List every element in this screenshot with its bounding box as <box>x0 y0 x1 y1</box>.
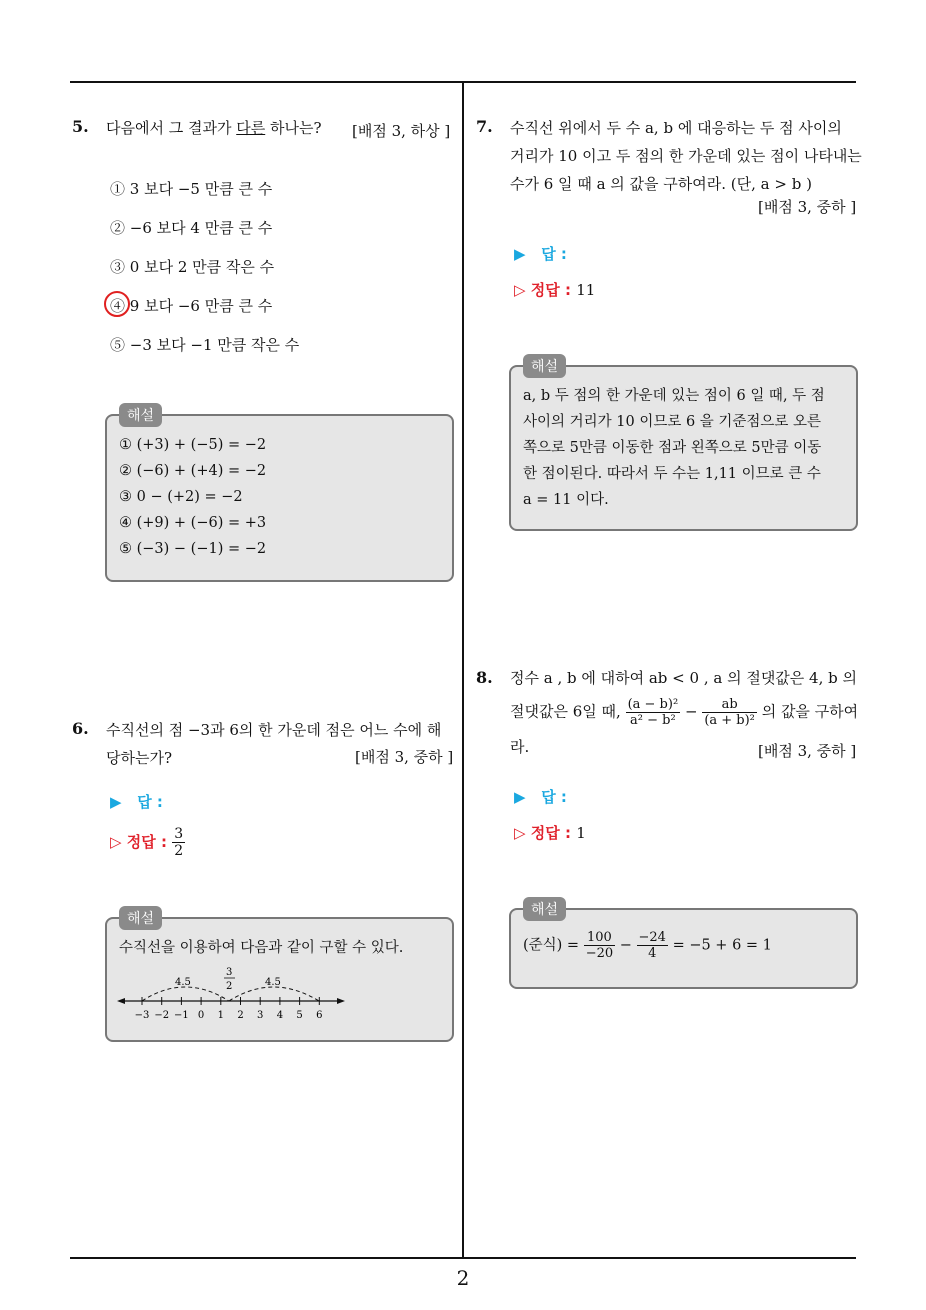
number-line-tick-label: 5 <box>296 1010 303 1021</box>
q5-choice-3[interactable]: ③ 0 보다 2 만큼 작은 수 <box>110 258 275 276</box>
q8-line1: 정수 a , b 에 대하여 ab < 0 , a 의 절댓값은 4, b 의 <box>510 669 857 687</box>
number-line-tick-label: 3 <box>257 1010 264 1021</box>
number-line-tick-label: 6 <box>316 1010 323 1021</box>
number-line-tick-label: −3 <box>134 1010 150 1021</box>
q5-choice-5[interactable]: ⑤ −3 보다 −1 만큼 작은 수 <box>110 336 300 354</box>
q8-number: 8. <box>476 668 493 687</box>
q5-number: 5. <box>72 117 89 136</box>
q6-meta: [배점 3, 중하 ] <box>355 748 454 766</box>
q7-correct-row: ▷ 정답 : 11 <box>514 281 596 299</box>
q6-text: 수직선의 점 −3과 6의 한 가운데 점은 어느 수에 해 당하는가? <box>106 721 442 767</box>
arc-label-right: 4.5 <box>265 977 281 988</box>
number-line-figure <box>115 963 345 1023</box>
page-number: 2 <box>456 1266 470 1290</box>
selected-answer-circle <box>104 291 130 317</box>
number-line-tick-label: 0 <box>197 1010 205 1021</box>
bottom-rule <box>70 1257 856 1259</box>
number-line-tick-label: 4 <box>276 1010 284 1021</box>
midpoint-den: 2 <box>226 981 233 992</box>
number-line-tick-label: −2 <box>154 1010 170 1021</box>
midpoint-num: 3 <box>226 967 233 978</box>
q5-choice-2[interactable]: ② −6 보다 4 만큼 큰 수 <box>110 219 273 237</box>
q6-number: 6. <box>72 719 89 738</box>
q8-line3: 라. <box>510 738 530 756</box>
q8-line2: 절댓값은 6일 때, $\frac{\text{(a − b)²}}{\text{a² − b²}}$ − $\frac{ab}{\text{(a + b)²}}$ 의 값을 구하여 <box>510 697 859 728</box>
play-outline-icon: ▷ <box>514 281 526 299</box>
q6-explain-box <box>105 911 454 1042</box>
q5-meta: [배점 3, 하상 ] <box>352 122 451 140</box>
q7-number: 7. <box>476 117 493 136</box>
q6-answer-row[interactable]: ▶ 답 : <box>110 793 163 811</box>
play-icon: ▶ <box>514 245 526 263</box>
q5-choice-1[interactable]: ① 3 보다 −5 만큼 큰 수 <box>110 180 273 198</box>
q7-explain-text: a, b 두 점의 한 가운데 있는 점이 6 일 때, 두 점 사이의 거리가 10 이므로 6 을 기준점으로 오른 쪽으로 5만큼 이동한 점과 왼쪽으로 5만큼 이동 한 점이된다. 따라서 두 수는 1,11 이므로 큰 수 a = 11 이다. <box>523 388 825 508</box>
q8-answer-row[interactable]: ▶ 답 : <box>514 788 567 806</box>
q5-explain-text: ① (+3) + (−5) = −2 ② (−6) + (+4) = −2 ③ 0 − (+2) = −2 ④ (+9) + (−6) = +3 ⑤ (−3) − (−1) = −2 <box>119 437 267 557</box>
q5-text: 다음에서 그 결과가 다른 하나는? <box>106 119 322 137</box>
q8-explain-box <box>509 902 858 989</box>
q7-explain-tag: 해설 <box>523 354 566 378</box>
number-line-tick-label: −1 <box>174 1010 189 1021</box>
q8-explain-tag: 해설 <box>523 897 566 921</box>
number-line-tick-label: 2 <box>237 1010 244 1021</box>
play-outline-icon: ▷ <box>110 833 122 851</box>
number-line-tick-label: 1 <box>217 1010 224 1021</box>
q7-text: 수직선 위에서 두 수 a, b 에 대응하는 두 점 사이의 거리가 10 이고 두 점의 한 가운데 있는 점이 나타내는 수가 6 일 때 a 의 값을 구하여라. (단, a > b ) <box>510 119 862 193</box>
play-icon: ▶ <box>514 788 526 806</box>
q8-explain-text: (준식) = $\frac{100}{-20}$ − $\frac{-24}{4}$ = −5 + 6 = 1 <box>523 930 772 961</box>
q5-explain-box <box>105 408 454 582</box>
q8-meta: [배점 3, 중하 ] <box>758 742 857 760</box>
q7-answer-row[interactable]: ▶ 답 : <box>514 245 567 263</box>
q5-choice-4[interactable]: ④ 9 보다 −6 만큼 큰 수 <box>110 297 273 315</box>
q6-explain-tag: 해설 <box>119 906 162 930</box>
q6-correct-row: ▷ 정답 : $\frac{3}{2}$ <box>110 826 184 859</box>
q7-explain-box <box>509 359 858 531</box>
play-icon: ▶ <box>110 793 122 811</box>
q6-explain-text: 수직선을 이용하여 다음과 같이 구할 수 있다. <box>119 940 404 956</box>
q8-correct-row: ▷ 정답 : 1 <box>514 824 586 842</box>
q7-meta: [배점 3, 중하 ] <box>758 198 857 216</box>
column-divider <box>462 83 464 1259</box>
q5-explain-tag: 해설 <box>119 403 162 427</box>
arc-label-left: 4.5 <box>175 977 191 988</box>
play-outline-icon: ▷ <box>514 824 526 842</box>
